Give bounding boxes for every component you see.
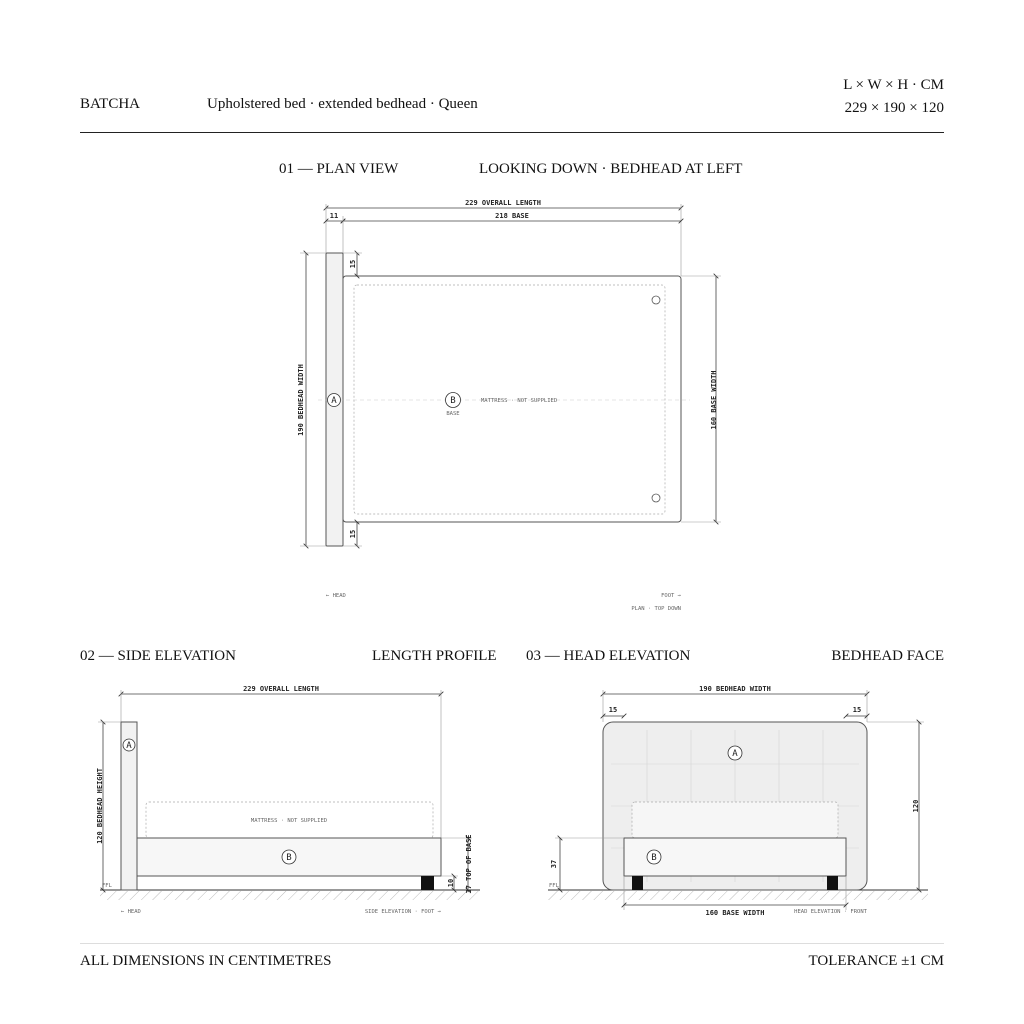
side-ffl: FFL bbox=[102, 883, 112, 889]
plan-title: 01 — PLAN VIEW bbox=[279, 161, 399, 177]
head-offset-dims bbox=[603, 706, 867, 716]
plan-offset-top-label: 15 bbox=[349, 259, 357, 269]
side-view-note: SIDE ELEVATION · FOOT → bbox=[364, 909, 441, 915]
side-top-of-base-label: 37 TOP OF BASE bbox=[465, 834, 473, 894]
head-mattress bbox=[632, 802, 838, 838]
tolerance-note: TOLERANCE ±1 CM bbox=[808, 953, 944, 969]
head-ffl: FFL bbox=[549, 883, 559, 889]
footer-rule bbox=[80, 943, 944, 944]
side-elevation bbox=[96, 685, 480, 915]
head-leg-left bbox=[632, 876, 643, 890]
head-right-offset-label: 15 bbox=[852, 706, 862, 714]
side-subtitle: LENGTH PROFILE bbox=[372, 648, 497, 664]
side-base-height-dims bbox=[441, 834, 473, 893]
svg-text:B: B bbox=[286, 853, 292, 863]
plan-base-width-dim bbox=[681, 276, 721, 522]
plan-base-length-label: 218 BASE bbox=[495, 212, 529, 220]
head-leg-right bbox=[827, 876, 838, 890]
side-bedhead-height-dim bbox=[96, 722, 121, 890]
head-left-offset-label: 15 bbox=[608, 706, 618, 714]
svg-text:A: A bbox=[732, 749, 738, 759]
head-width-label: 190 BEDHEAD WIDTH bbox=[699, 685, 771, 693]
plan-subtitle: LOOKING DOWN · BEDHEAD AT LEFT bbox=[479, 161, 743, 177]
plan-head-note: ← HEAD bbox=[326, 593, 346, 599]
head-floor-hatch bbox=[548, 891, 928, 900]
side-overall-length-dim bbox=[121, 685, 441, 838]
plan-view-note: PLAN · TOP DOWN bbox=[631, 606, 681, 612]
plan-foot-note: FOOT → bbox=[661, 593, 681, 599]
plan-bedhead-width-dim bbox=[297, 253, 326, 546]
head-elevation bbox=[548, 685, 928, 917]
brand-name: BATCHA bbox=[80, 96, 141, 112]
plan-base-width-label: 160 BASE WIDTH bbox=[710, 370, 718, 430]
head-base-width-label: 160 BASE WIDTH bbox=[705, 909, 765, 917]
plan-leg-top bbox=[652, 296, 660, 304]
units-note: ALL DIMENSIONS IN CENTIMETRES bbox=[80, 953, 332, 969]
head-subtitle: BEDHEAD FACE bbox=[831, 648, 944, 664]
product-description: Upholstered bed · extended bedhead · Queen bbox=[207, 96, 478, 112]
dims-value: 229 × 190 × 120 bbox=[844, 100, 944, 116]
side-floor-hatch bbox=[100, 891, 480, 900]
side-overall-length-label: 229 OVERALL LENGTH bbox=[243, 685, 319, 693]
side-leg bbox=[421, 876, 434, 890]
side-bedhead-height-label: 120 BEDHEAD HEIGHT bbox=[96, 768, 104, 844]
side-leg-height-label: 10 bbox=[447, 878, 455, 888]
plan-leg-bottom bbox=[652, 494, 660, 502]
dims-label: L × W × H · CM bbox=[843, 77, 944, 93]
plan-bedhead-depth-label: 11 bbox=[329, 212, 339, 220]
head-width-dim bbox=[603, 685, 867, 722]
plan-mattress-caption: MATTRESS · NOT SUPPLIED bbox=[481, 398, 558, 404]
head-view-note: HEAD ELEVATION · FRONT bbox=[794, 909, 867, 915]
head-base-height-label: 37 bbox=[550, 859, 558, 869]
svg-text:A: A bbox=[126, 741, 132, 751]
head-height-label: 120 bbox=[912, 799, 920, 813]
head-title: 03 — HEAD ELEVATION bbox=[526, 648, 691, 664]
plan-base-caption: BASE bbox=[446, 411, 460, 417]
svg-text:A: A bbox=[331, 396, 337, 406]
svg-text:B: B bbox=[651, 853, 657, 863]
plan-bedhead-width-label: 190 BEDHEAD WIDTH bbox=[297, 364, 305, 436]
svg-text:B: B bbox=[450, 396, 456, 406]
plan-view bbox=[297, 199, 721, 612]
side-head-note: ← HEAD bbox=[121, 909, 141, 915]
side-mattress-caption: MATTRESS · NOT SUPPLIED bbox=[250, 818, 328, 824]
plan-overall-length-label: 229 OVERALL LENGTH bbox=[465, 199, 541, 207]
plan-offset-bottom-label: 15 bbox=[349, 529, 357, 539]
side-title: 02 — SIDE ELEVATION bbox=[80, 648, 236, 664]
plan-overall-length-dim bbox=[326, 199, 681, 276]
head-height-dim bbox=[867, 722, 924, 890]
plan-base-length-dim bbox=[326, 212, 681, 276]
